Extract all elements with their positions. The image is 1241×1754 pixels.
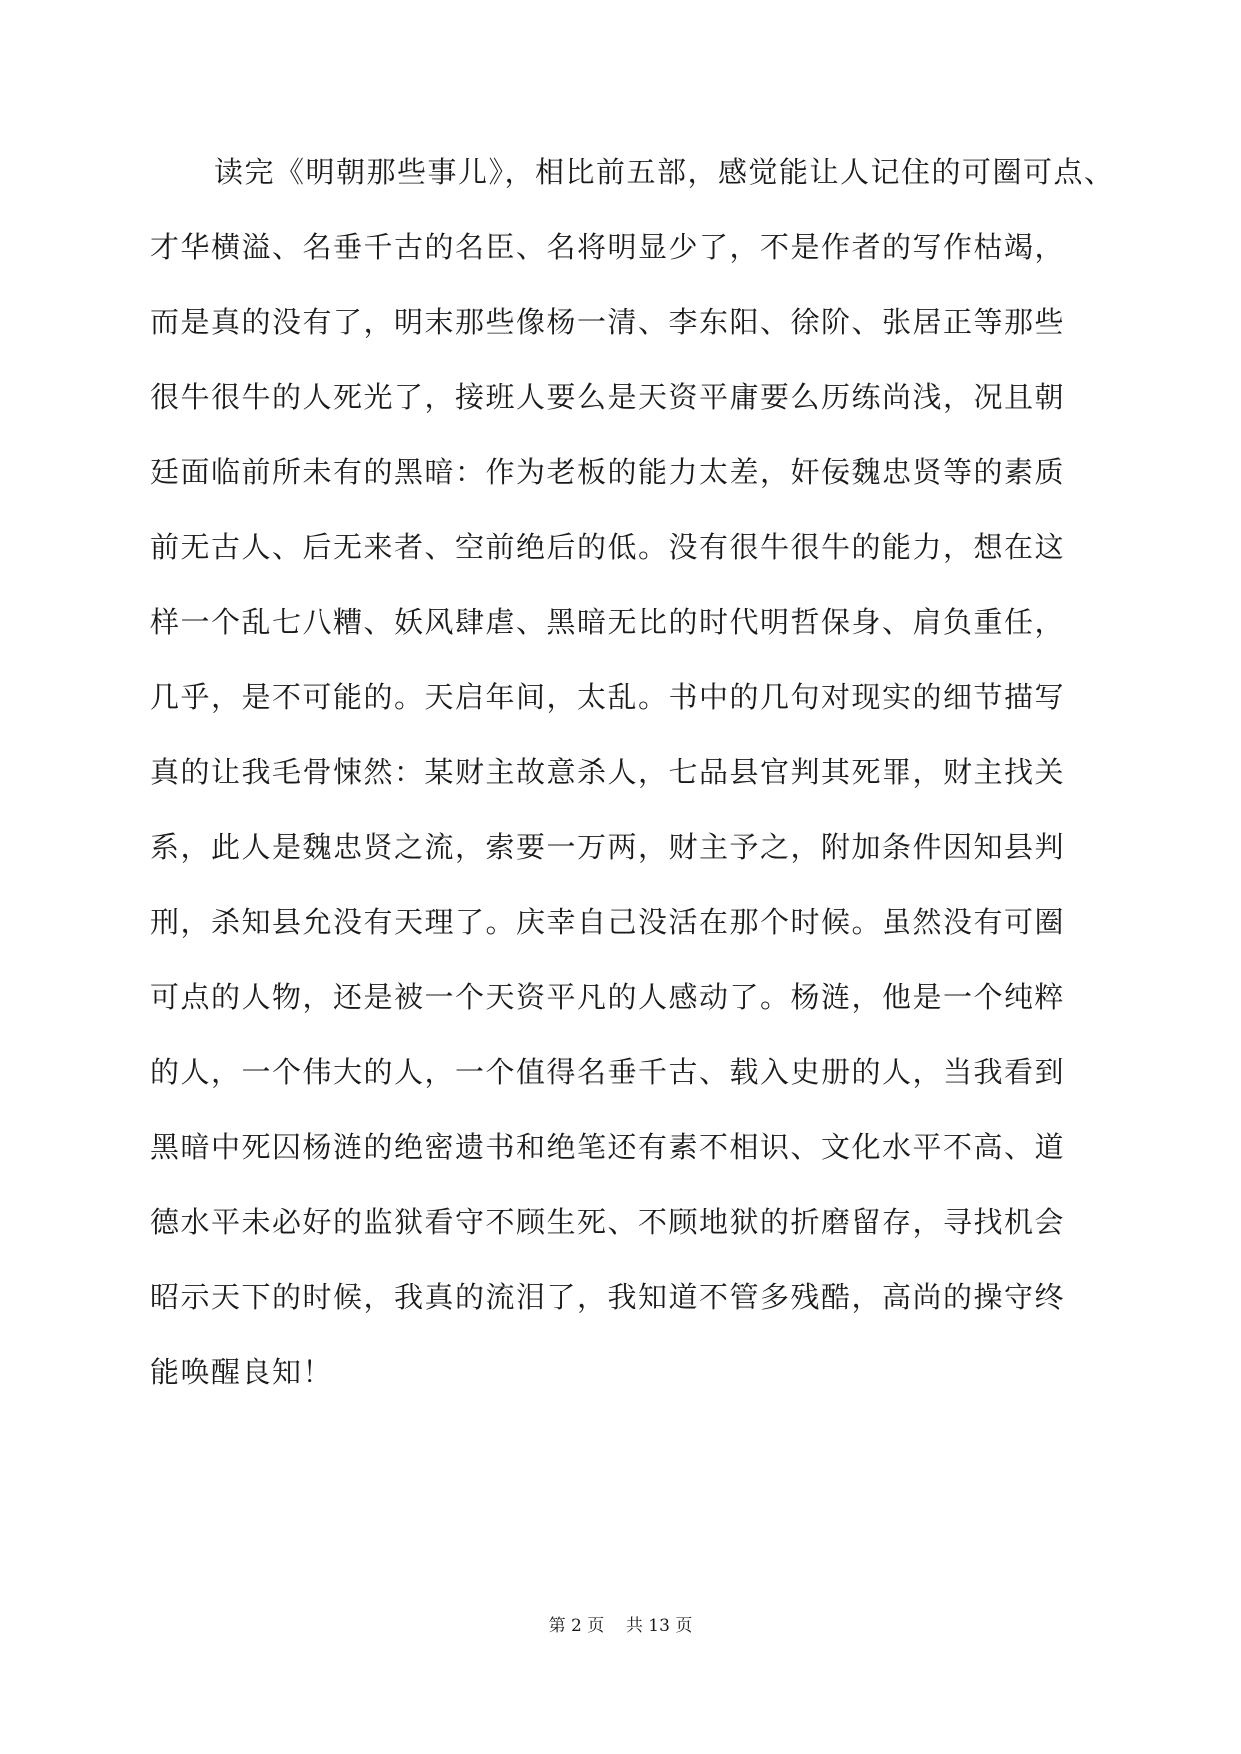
page-number-footer: 第 2 页 共 13 页 xyxy=(548,1616,693,1636)
paragraph-line: 廷面临前所未有的黑暗：作为老板的能力太差，奸佞魏忠贤等的素质 xyxy=(150,455,1066,489)
paragraph-line: 可点的人物，还是被一个天资平凡的人感动了。杨涟，他是一个纯粹 xyxy=(150,980,1066,1014)
paragraph-line: 真的让我毛骨悚然：某财主故意杀人，七品县官判其死罪，财主找关 xyxy=(150,755,1066,789)
paragraph-line: 才华横溢、名垂千古的名臣、名将明显少了，不是作者的写作枯竭， xyxy=(150,230,1066,264)
paragraph-line: 而是真的没有了，明末那些像杨一清、李东阳、徐阶、张居正等那些 xyxy=(150,305,1066,339)
paragraph-line: 读完《明朝那些事儿》，相比前五部，感觉能让人记住的可圈可点、 xyxy=(214,155,1115,189)
paragraph-line: 系，此人是魏忠贤之流，索要一万两，财主予之，附加条件因知县判 xyxy=(150,830,1066,864)
paragraph-line: 的人，一个伟大的人，一个值得名垂千古、载入史册的人，当我看到 xyxy=(150,1055,1066,1089)
paragraph-line: 很牛很牛的人死光了，接班人要么是天资平庸要么历练尚浅，况且朝 xyxy=(150,380,1066,414)
paragraph-line: 样一个乱七八糟、妖风肆虐、黑暗无比的时代明哲保身、肩负重任， xyxy=(150,605,1066,639)
paragraph-line: 德水平未必好的监狱看守不顾生死、不顾地狱的折磨留存，寻找机会 xyxy=(150,1205,1066,1239)
paragraph-line: 黑暗中死囚杨涟的绝密遗书和绝笔还有素不相识、文化水平不高、道 xyxy=(150,1130,1066,1164)
paragraph-line: 几乎，是不可能的。天启年间，太乱。书中的几句对现实的细节描写 xyxy=(150,680,1066,714)
paragraph-line: 刑，杀知县允没有天理了。庆幸自己没活在那个时候。虽然没有可圈 xyxy=(150,905,1066,939)
paragraph-line: 前无古人、后无来者、空前绝后的低。没有很牛很牛的能力，想在这 xyxy=(150,530,1066,564)
paragraph-line: 能唤醒良知！ xyxy=(150,1355,334,1389)
paragraph-line: 昭示天下的时候，我真的流泪了，我知道不管多残酷，高尚的操守终 xyxy=(150,1280,1066,1314)
